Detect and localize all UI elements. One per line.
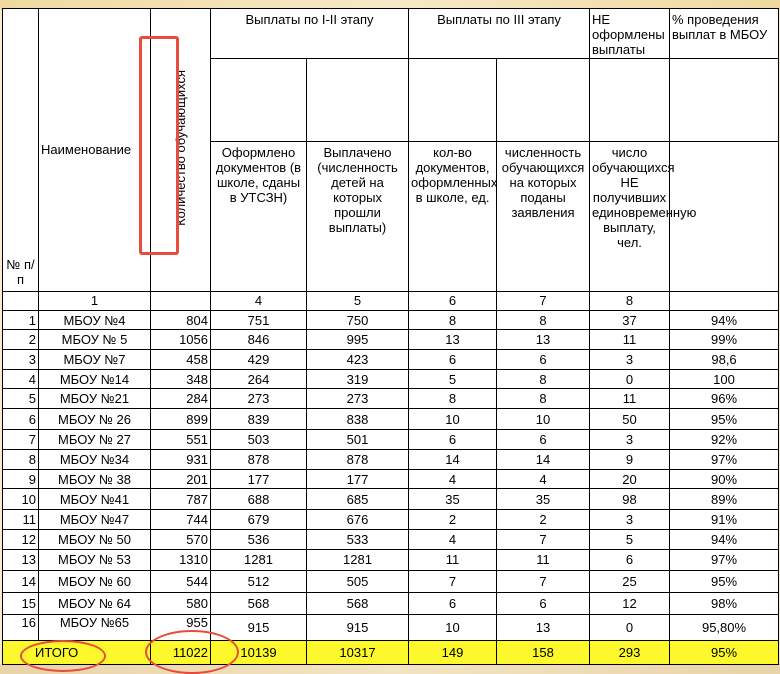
table-body: [3, 311, 779, 641]
header-percent: % проведения выплат в МБОУ: [670, 9, 779, 59]
row-number: 4: [3, 369, 39, 388]
total-docs: 10139: [211, 640, 307, 664]
table-row: [3, 470, 779, 489]
percent-value: 95%: [670, 570, 779, 592]
row-number: 16: [3, 615, 39, 641]
percent-value: 99%: [670, 330, 779, 349]
docs3-count: 13: [409, 330, 497, 349]
apps3-count: 14: [497, 449, 590, 469]
paid-count: 838: [307, 409, 409, 429]
header-docs3: кол-во документов, оформленных в школе, ед.: [409, 141, 497, 291]
highlight-rectangle-annotation: [139, 36, 179, 255]
row-number: 3: [3, 349, 39, 369]
payments-table: [2, 8, 779, 665]
percent-value: 95,80%: [670, 615, 779, 641]
paid-count: 676: [307, 509, 409, 529]
paid-count: 533: [307, 530, 409, 550]
docs-count: 177: [211, 470, 307, 489]
total-students: 11022: [151, 640, 211, 664]
students-count: 1310: [151, 550, 211, 570]
school-name: МБОУ № 5: [39, 330, 151, 349]
docs-count: 503: [211, 429, 307, 449]
apps3-count: 8: [497, 369, 590, 388]
highlight-ellipse-total-value: [145, 630, 239, 674]
docs-count: 839: [211, 409, 307, 429]
docs-count: 878: [211, 449, 307, 469]
school-name: МБОУ №7: [39, 349, 151, 369]
paid-count: 273: [307, 389, 409, 409]
school-name: МБОУ №65: [39, 615, 151, 641]
percent-value: 96%: [670, 389, 779, 409]
students-count: 201: [151, 470, 211, 489]
apps3-count: 8: [497, 311, 590, 330]
apps3-count: 13: [497, 330, 590, 349]
paid-count: 878: [307, 449, 409, 469]
docs-count: 568: [211, 592, 307, 614]
docs3-count: 6: [409, 592, 497, 614]
apps3-count: 4: [497, 470, 590, 489]
row-number: 14: [3, 570, 39, 592]
docs3-count: 10: [409, 615, 497, 641]
docs3-count: 2: [409, 509, 497, 529]
students-count: 284: [151, 389, 211, 409]
row-number: 6: [3, 409, 39, 429]
school-name: МБОУ №4: [39, 311, 151, 330]
students-count: 931: [151, 449, 211, 469]
row-number: 9: [3, 470, 39, 489]
school-name: МБОУ № 53: [39, 550, 151, 570]
docs-count: 512: [211, 570, 307, 592]
docs-count: 915: [211, 615, 307, 641]
row-number: 5: [3, 389, 39, 409]
not-received-count: 3: [590, 349, 670, 369]
students-count: 804: [151, 311, 211, 330]
row-number: 11: [3, 509, 39, 529]
percent-value: 89%: [670, 489, 779, 509]
header-pay-stage-3: Выплаты по III этапу: [409, 9, 590, 59]
row-number: 12: [3, 530, 39, 550]
apps3-count: 6: [497, 592, 590, 614]
paid-count: 423: [307, 349, 409, 369]
header-apps3: численность обучающихся на которых поданы заявления: [497, 141, 590, 291]
row-number: 8: [3, 449, 39, 469]
students-count: 899: [151, 409, 211, 429]
docs3-count: 5: [409, 369, 497, 388]
students-count: 787: [151, 489, 211, 509]
row-number: 15: [3, 592, 39, 614]
header-top-row: [3, 9, 779, 59]
apps3-count: 6: [497, 429, 590, 449]
school-name: МБОУ №41: [39, 489, 151, 509]
not-received-count: 12: [590, 592, 670, 614]
apps3-count: 7: [497, 530, 590, 550]
school-name: МБОУ № 60: [39, 570, 151, 592]
docs-count: 273: [211, 389, 307, 409]
not-received-count: 0: [590, 369, 670, 388]
school-name: МБОУ № 50: [39, 530, 151, 550]
apps3-count: 2: [497, 509, 590, 529]
students-count: 348: [151, 369, 211, 388]
column-number: 5: [307, 291, 409, 310]
percent-value: 94%: [670, 311, 779, 330]
paid-count: 177: [307, 470, 409, 489]
table-row: [3, 489, 779, 509]
row-number: 1: [3, 311, 39, 330]
docs-count: 264: [211, 369, 307, 388]
table-row: [3, 369, 779, 388]
total-label: ИТОГО: [3, 640, 151, 664]
docs-count: 846: [211, 330, 307, 349]
percent-value: 90%: [670, 470, 779, 489]
not-received-count: 37: [590, 311, 670, 330]
students-count: 458: [151, 349, 211, 369]
not-received-count: 5: [590, 530, 670, 550]
percent-value: 98%: [670, 592, 779, 614]
highlight-ellipse-total-label: [20, 640, 106, 672]
table-row: [3, 449, 779, 469]
total-apps3: 158: [497, 640, 590, 664]
students-count: 1056: [151, 330, 211, 349]
students-count: 551: [151, 429, 211, 449]
total-not-received: 293: [590, 640, 670, 664]
not-received-count: 50: [590, 409, 670, 429]
percent-value: 92%: [670, 429, 779, 449]
header-students: Количество обучающихся: [151, 9, 211, 292]
students-count: 744: [151, 509, 211, 529]
apps3-count: 35: [497, 489, 590, 509]
docs3-count: 8: [409, 311, 497, 330]
docs3-count: 6: [409, 349, 497, 369]
not-received-count: 3: [590, 429, 670, 449]
percent-value: 95%: [670, 409, 779, 429]
docs-count: 679: [211, 509, 307, 529]
column-number: 6: [409, 291, 497, 310]
paid-count: 568: [307, 592, 409, 614]
column-number: 7: [497, 291, 590, 310]
docs3-count: 7: [409, 570, 497, 592]
school-name: МБОУ №14: [39, 369, 151, 388]
not-received-count: 11: [590, 389, 670, 409]
table-row: [3, 509, 779, 529]
column-number: 8: [590, 291, 670, 310]
paid-count: 750: [307, 311, 409, 330]
total-percent: 95%: [670, 640, 779, 664]
not-received-count: 0: [590, 615, 670, 641]
students-count: 570: [151, 530, 211, 550]
percent-value: 97%: [670, 449, 779, 469]
apps3-count: 8: [497, 389, 590, 409]
not-received-count: 11: [590, 330, 670, 349]
table-row: [3, 429, 779, 449]
table-row: [3, 349, 779, 369]
paid-count: 685: [307, 489, 409, 509]
total-docs3: 149: [409, 640, 497, 664]
table-row: [3, 615, 779, 641]
docs3-count: 11: [409, 550, 497, 570]
school-name: МБОУ №47: [39, 509, 151, 529]
percent-value: 98,6: [670, 349, 779, 369]
table-row: [3, 570, 779, 592]
students-count: 955: [151, 615, 211, 641]
docs3-count: 14: [409, 449, 497, 469]
header-paid: Выплачено (численность детей на которых прошли выплаты): [307, 141, 409, 291]
header-not-paid: НЕ оформлены выплаты: [590, 9, 670, 59]
apps3-count: 6: [497, 349, 590, 369]
apps3-count: 7: [497, 570, 590, 592]
row-number: 2: [3, 330, 39, 349]
total-paid: 10317: [307, 640, 409, 664]
table-row: [3, 592, 779, 614]
paid-count: 505: [307, 570, 409, 592]
apps3-count: 11: [497, 550, 590, 570]
header-docs: Оформлено документов (в школе, сданы в УТСЗН): [211, 141, 307, 291]
docs-count: 751: [211, 311, 307, 330]
school-name: МБОУ № 27: [39, 429, 151, 449]
paid-count: 501: [307, 429, 409, 449]
docs3-count: 10: [409, 409, 497, 429]
paid-count: 915: [307, 615, 409, 641]
school-name: МБОУ № 38: [39, 470, 151, 489]
students-count: 580: [151, 592, 211, 614]
table-row: [3, 530, 779, 550]
students-count: 544: [151, 570, 211, 592]
percent-value: 100: [670, 369, 779, 388]
table-row: [3, 409, 779, 429]
not-received-count: 9: [590, 449, 670, 469]
header-pay-stage-1-2: Выплаты по I-II этапу: [211, 9, 409, 59]
docs3-count: 35: [409, 489, 497, 509]
row-number: 10: [3, 489, 39, 509]
row-number: 7: [3, 429, 39, 449]
percent-value: 91%: [670, 509, 779, 529]
docs3-count: 4: [409, 470, 497, 489]
percent-value: 97%: [670, 550, 779, 570]
column-number: 4: [211, 291, 307, 310]
header-number: № п/п: [3, 9, 39, 292]
header-not-received: число обучающихся НЕ получивших единовременную выплату, чел.: [590, 141, 670, 291]
not-received-count: 98: [590, 489, 670, 509]
table-row: [3, 389, 779, 409]
not-received-count: 25: [590, 570, 670, 592]
apps3-count: 10: [497, 409, 590, 429]
not-received-count: 20: [590, 470, 670, 489]
paid-count: 1281: [307, 550, 409, 570]
docs3-count: 4: [409, 530, 497, 550]
paid-count: 995: [307, 330, 409, 349]
docs3-count: 8: [409, 389, 497, 409]
docs-count: 429: [211, 349, 307, 369]
school-name: МБОУ №21: [39, 389, 151, 409]
school-name: МБОУ № 64: [39, 592, 151, 614]
row-number: 13: [3, 550, 39, 570]
docs3-count: 6: [409, 429, 497, 449]
table-row: [3, 550, 779, 570]
paid-count: 319: [307, 369, 409, 388]
not-received-count: 6: [590, 550, 670, 570]
table-row: [3, 330, 779, 349]
school-name: МБОУ № 26: [39, 409, 151, 429]
not-received-count: 3: [590, 509, 670, 529]
column-numbers-row: [3, 291, 779, 310]
decorative-background-bottom: [0, 664, 780, 674]
apps3-count: 13: [497, 615, 590, 641]
table-row: [3, 311, 779, 330]
total-row: [3, 640, 779, 664]
header-name: Наименование: [39, 9, 151, 292]
column-number: 1: [39, 291, 151, 310]
percent-value: 94%: [670, 530, 779, 550]
docs-count: 688: [211, 489, 307, 509]
docs-count: 536: [211, 530, 307, 550]
docs-count: 1281: [211, 550, 307, 570]
school-name: МБОУ №34: [39, 449, 151, 469]
